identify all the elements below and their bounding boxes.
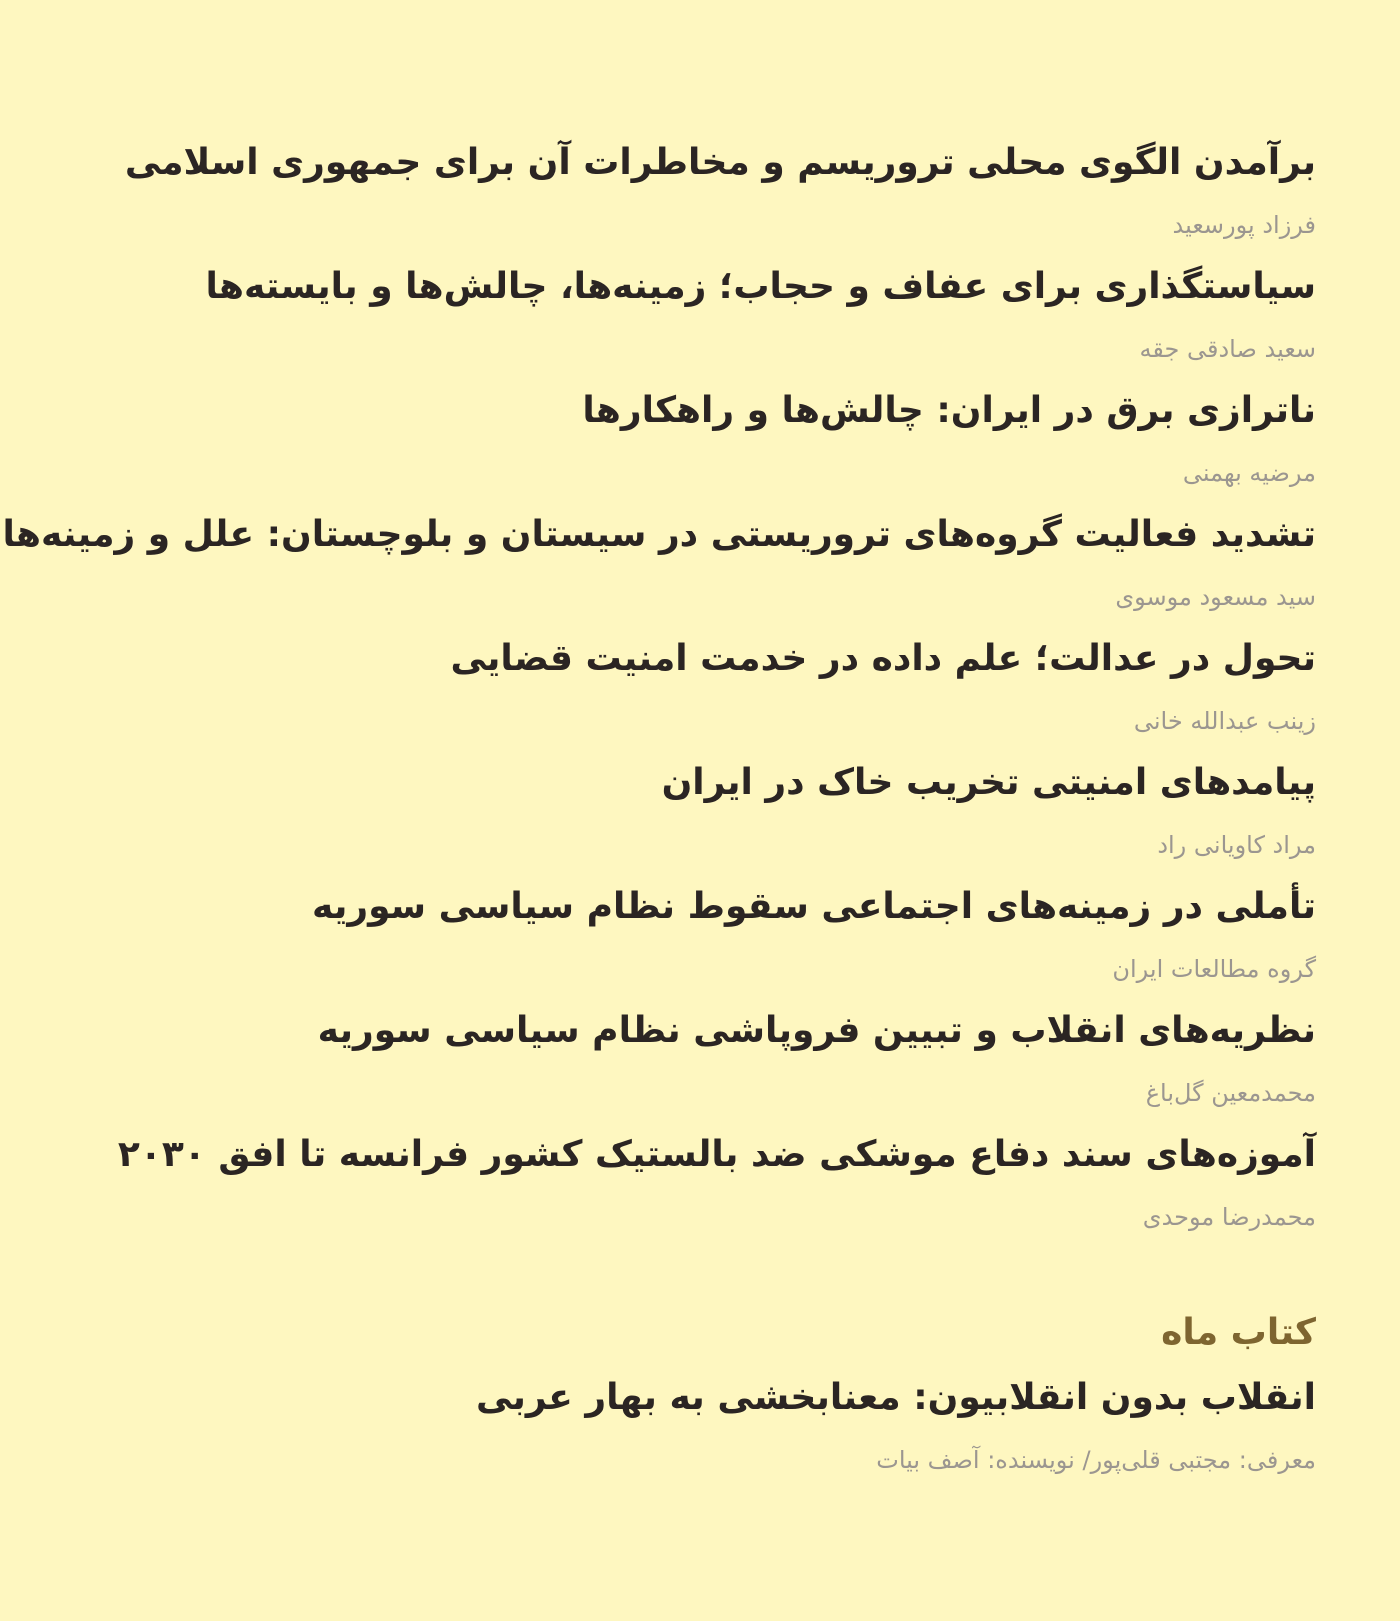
article-entry-9 bbox=[80, 1124, 1316, 1248]
article-author: سعید صادقی جقه bbox=[1139, 335, 1316, 363]
article-title: برآمدن الگوی محلی تروریسم و مخاطرات آن برای جمهوری اسلامی bbox=[124, 142, 1316, 183]
article-entry-4 bbox=[2, 504, 1316, 628]
article-author: محمدمعین گل‌باغ bbox=[1145, 1079, 1316, 1107]
article-author: مرضیه بهمنی bbox=[1182, 459, 1316, 487]
article-title: سیاستگذاری برای عفاف و حجاب؛ زمینه‌ها، چالش‌ها و بایسته‌ها bbox=[205, 266, 1316, 307]
article-entry-2 bbox=[80, 256, 1316, 380]
article-entry-5 bbox=[80, 628, 1316, 752]
article-entry-8 bbox=[80, 1000, 1316, 1124]
article-title: تحول در عدالت؛ علم داده در خدمت امنیت قضایی bbox=[450, 638, 1316, 679]
article-title: پیامدهای امنیتی تخریب خاک در ایران bbox=[661, 762, 1316, 803]
article-entry-7 bbox=[80, 876, 1316, 1000]
article-author: محمدرضا موحدی bbox=[1142, 1203, 1316, 1231]
article-title: تشدید فعالیت گروه‌های تروریستی در سیستان و بلوچستان: علل و زمینه‌ها bbox=[2, 514, 1316, 555]
article-author: مراد کاویانی راد bbox=[1157, 831, 1316, 859]
book-credit: معرفی: مجتبی قلی‌پور/ نویسنده: آصف بیات bbox=[876, 1446, 1316, 1474]
article-entry-1 bbox=[80, 132, 1316, 256]
article-title: تأملی در زمینه‌های اجتماعی سقوط نظام سیاسی سوریه bbox=[312, 886, 1316, 927]
article-title: نظریه‌های انقلاب و تبیین فروپاشی نظام سیاسی سوریه bbox=[317, 1010, 1316, 1051]
article-author: گروه مطالعات ایران bbox=[1112, 955, 1316, 983]
table-of-contents bbox=[2, 132, 1316, 1490]
article-author: سید مسعود موسوی bbox=[1115, 583, 1316, 611]
article-author: فرزاد پورسعید bbox=[1172, 211, 1316, 239]
book-title: انقلاب بدون انقلابیون: معنابخشی به بهار عربی bbox=[475, 1377, 1316, 1418]
book-of-month-section bbox=[80, 1300, 1316, 1490]
section-heading: کتاب ماه bbox=[1161, 1312, 1316, 1353]
article-author: زینب عبدالله خانی bbox=[1133, 707, 1316, 735]
article-entry-6 bbox=[80, 752, 1316, 876]
article-entry-3 bbox=[80, 380, 1316, 504]
article-title: ناترازی برق در ایران: چالش‌ها و راهکارها bbox=[582, 390, 1316, 431]
article-title: آموزه‌های سند دفاع موشکی ضد بالستیک کشور فرانسه تا افق ۲۰۳۰ bbox=[117, 1134, 1316, 1175]
